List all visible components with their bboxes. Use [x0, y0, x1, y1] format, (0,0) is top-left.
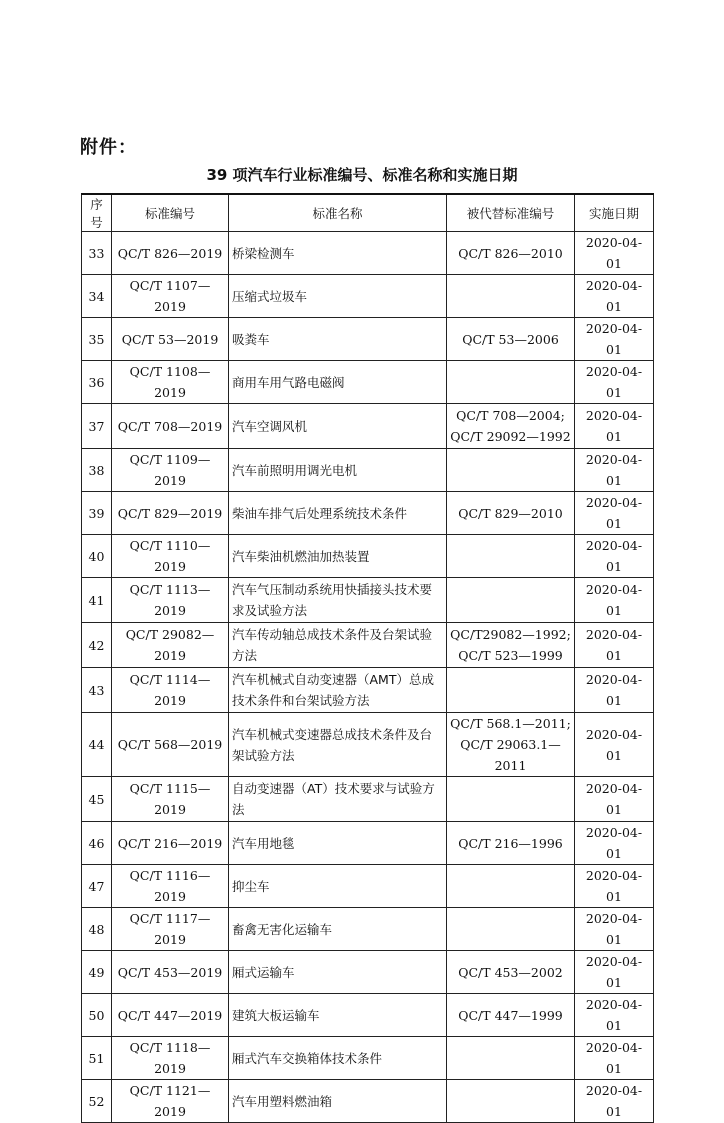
cell-date: 2020-04-01 [575, 623, 654, 668]
cell-replaced [447, 232, 575, 275]
cell-seq: 46 [82, 822, 112, 865]
cell-code: QC/T 1121—2019 [112, 1080, 229, 1123]
cell-code: QC/T 1117—2019 [112, 908, 229, 951]
table-row [82, 951, 654, 994]
cell-seq: 43 [82, 668, 112, 713]
header-code: 标准编号 [112, 194, 229, 232]
header-name: 标准名称 [229, 194, 447, 232]
cell-seq: 51 [82, 1037, 112, 1080]
cell-name: 压缩式垃圾车 [229, 275, 447, 318]
cell-replaced [447, 361, 575, 404]
table-row [82, 1037, 654, 1080]
cell-code: QC/T 53—2019 [112, 318, 229, 361]
cell-replaced [447, 449, 575, 492]
table-row [82, 492, 654, 535]
replaced-code: QC/T 523—1999 [458, 648, 563, 663]
cell-name: 畜禽无害化运输车 [229, 908, 447, 951]
table-row [82, 232, 654, 275]
cell-seq: 35 [82, 318, 112, 361]
cell-name: 汽车机械式自动变速器（AMT）总成技术条件和台架试验方法 [229, 668, 447, 713]
cell-name: 汽车用地毯 [229, 822, 447, 865]
table-row [82, 777, 654, 822]
cell-code: QC/T 568—2019 [112, 713, 229, 777]
table-row [82, 994, 654, 1037]
standards-table [81, 193, 654, 1123]
cell-code: QC/T 1118—2019 [112, 1037, 229, 1080]
cell-name: 汽车机械式变速器总成技术条件及台架试验方法 [229, 713, 447, 777]
cell-code: QC/T 1116—2019 [112, 865, 229, 908]
replaced-code: QC/T 708—2004; [456, 408, 565, 423]
cell-replaced [447, 1037, 575, 1080]
cell-replaced [447, 822, 575, 865]
cell-name: 汽车用塑料燃油箱 [229, 1080, 447, 1123]
header-replaced: 被代替标准编号 [447, 194, 575, 232]
replaced-code: QC/T29082—1992; [450, 627, 571, 642]
cell-code: QC/T 1109—2019 [112, 449, 229, 492]
cell-seq: 41 [82, 578, 112, 623]
cell-replaced [447, 578, 575, 623]
table-row [82, 668, 654, 713]
cell-code: QC/T 1110—2019 [112, 535, 229, 578]
cell-replaced [447, 623, 575, 668]
cell-date: 2020-04-01 [575, 578, 654, 623]
cell-date: 2020-04-01 [575, 1080, 654, 1123]
cell-code: QC/T 216—2019 [112, 822, 229, 865]
table-row [82, 578, 654, 623]
cell-date: 2020-04-01 [575, 361, 654, 404]
cell-code: QC/T 29082—2019 [112, 623, 229, 668]
cell-name: 抑尘车 [229, 865, 447, 908]
table-row [82, 318, 654, 361]
table-row [82, 275, 654, 318]
cell-name: 桥梁检测车 [229, 232, 447, 275]
cell-seq: 34 [82, 275, 112, 318]
cell-replaced [447, 713, 575, 777]
cell-seq: 52 [82, 1080, 112, 1123]
table-row [82, 865, 654, 908]
replaced-code: QC/T 568.1—2011; [450, 716, 571, 731]
table-row [82, 822, 654, 865]
cell-date: 2020-04-01 [575, 492, 654, 535]
table-row [82, 361, 654, 404]
cell-date: 2020-04-01 [575, 535, 654, 578]
document-title: 39 项汽车行业标准编号、标准名称和实施日期 [206, 166, 518, 184]
cell-seq: 45 [82, 777, 112, 822]
cell-seq: 33 [82, 232, 112, 275]
cell-seq: 42 [82, 623, 112, 668]
cell-code: QC/T 447—2019 [112, 994, 229, 1037]
cell-date: 2020-04-01 [575, 777, 654, 822]
cell-date: 2020-04-01 [575, 318, 654, 361]
cell-date: 2020-04-01 [575, 908, 654, 951]
cell-seq: 47 [82, 865, 112, 908]
cell-seq: 40 [82, 535, 112, 578]
cell-name: 汽车空调风机 [229, 404, 447, 449]
cell-date: 2020-04-01 [575, 1037, 654, 1080]
cell-name: 汽车柴油机燃油加热装置 [229, 535, 447, 578]
replaced-code: QC/T 53—2006 [462, 331, 559, 347]
cell-name: 吸粪车 [229, 318, 447, 361]
cell-name: 厢式汽车交换箱体技术条件 [229, 1037, 447, 1080]
cell-code: QC/T 1113—2019 [112, 578, 229, 623]
cell-date: 2020-04-01 [575, 404, 654, 449]
cell-seq: 36 [82, 361, 112, 404]
cell-date: 2020-04-01 [575, 951, 654, 994]
replaced-code: QC/T 29092—1992 [450, 429, 571, 444]
cell-replaced [447, 777, 575, 822]
cell-replaced [447, 1080, 575, 1123]
cell-replaced [447, 908, 575, 951]
cell-date: 2020-04-01 [575, 449, 654, 492]
cell-date: 2020-04-01 [575, 994, 654, 1037]
cell-date: 2020-04-01 [575, 275, 654, 318]
table-row [82, 1080, 654, 1123]
cell-code: QC/T 453—2019 [112, 951, 229, 994]
replaced-code: QC/T 829—2010 [458, 505, 563, 521]
attachment-label: 附件： [80, 137, 137, 158]
table-row [82, 908, 654, 951]
cell-code: QC/T 1114—2019 [112, 668, 229, 713]
cell-date: 2020-04-01 [575, 232, 654, 275]
cell-name: 商用车用气路电磁阀 [229, 361, 447, 404]
cell-replaced [447, 404, 575, 449]
cell-code: QC/T 1108—2019 [112, 361, 229, 404]
cell-seq: 48 [82, 908, 112, 951]
replaced-code: QC/T 453—2002 [458, 964, 563, 980]
table-header-row [82, 194, 654, 232]
table-row [82, 404, 654, 449]
cell-code: QC/T 1107—2019 [112, 275, 229, 318]
cell-replaced [447, 318, 575, 361]
header-seq: 序号 [82, 194, 112, 232]
cell-date: 2020-04-01 [575, 865, 654, 908]
cell-code: QC/T 708—2019 [112, 404, 229, 449]
table-row [82, 623, 654, 668]
cell-replaced [447, 668, 575, 713]
header-date: 实施日期 [575, 194, 654, 232]
cell-replaced [447, 994, 575, 1037]
cell-seq: 49 [82, 951, 112, 994]
cell-date: 2020-04-01 [575, 713, 654, 777]
cell-seq: 39 [82, 492, 112, 535]
cell-seq: 37 [82, 404, 112, 449]
cell-replaced [447, 865, 575, 908]
cell-replaced [447, 535, 575, 578]
cell-seq: 38 [82, 449, 112, 492]
table-row [82, 713, 654, 777]
cell-name: 汽车气压制动系统用快插接头技术要求及试验方法 [229, 578, 447, 623]
cell-name: 柴油车排气后处理系统技术条件 [229, 492, 447, 535]
cell-seq: 44 [82, 713, 112, 777]
cell-date: 2020-04-01 [575, 668, 654, 713]
replaced-code: QC/T 29063.1—2011 [460, 737, 561, 773]
replaced-code: QC/T 447—1999 [458, 1007, 563, 1023]
cell-code: QC/T 1115—2019 [112, 777, 229, 822]
cell-replaced [447, 275, 575, 318]
table-row [82, 535, 654, 578]
cell-date: 2020-04-01 [575, 822, 654, 865]
cell-name: 汽车传动轴总成技术条件及台架试验方法 [229, 623, 447, 668]
replaced-code: QC/T 216—1996 [458, 835, 563, 851]
cell-name: 建筑大板运输车 [229, 994, 447, 1037]
table-row [82, 449, 654, 492]
cell-name: 汽车前照明用调光电机 [229, 449, 447, 492]
cell-code: QC/T 826—2019 [112, 232, 229, 275]
cell-code: QC/T 829—2019 [112, 492, 229, 535]
cell-name: 自动变速器（AT）技术要求与试验方法 [229, 777, 447, 822]
cell-replaced [447, 492, 575, 535]
cell-seq: 50 [82, 994, 112, 1037]
cell-replaced [447, 951, 575, 994]
cell-name: 厢式运输车 [229, 951, 447, 994]
replaced-code: QC/T 826—2010 [458, 245, 563, 261]
